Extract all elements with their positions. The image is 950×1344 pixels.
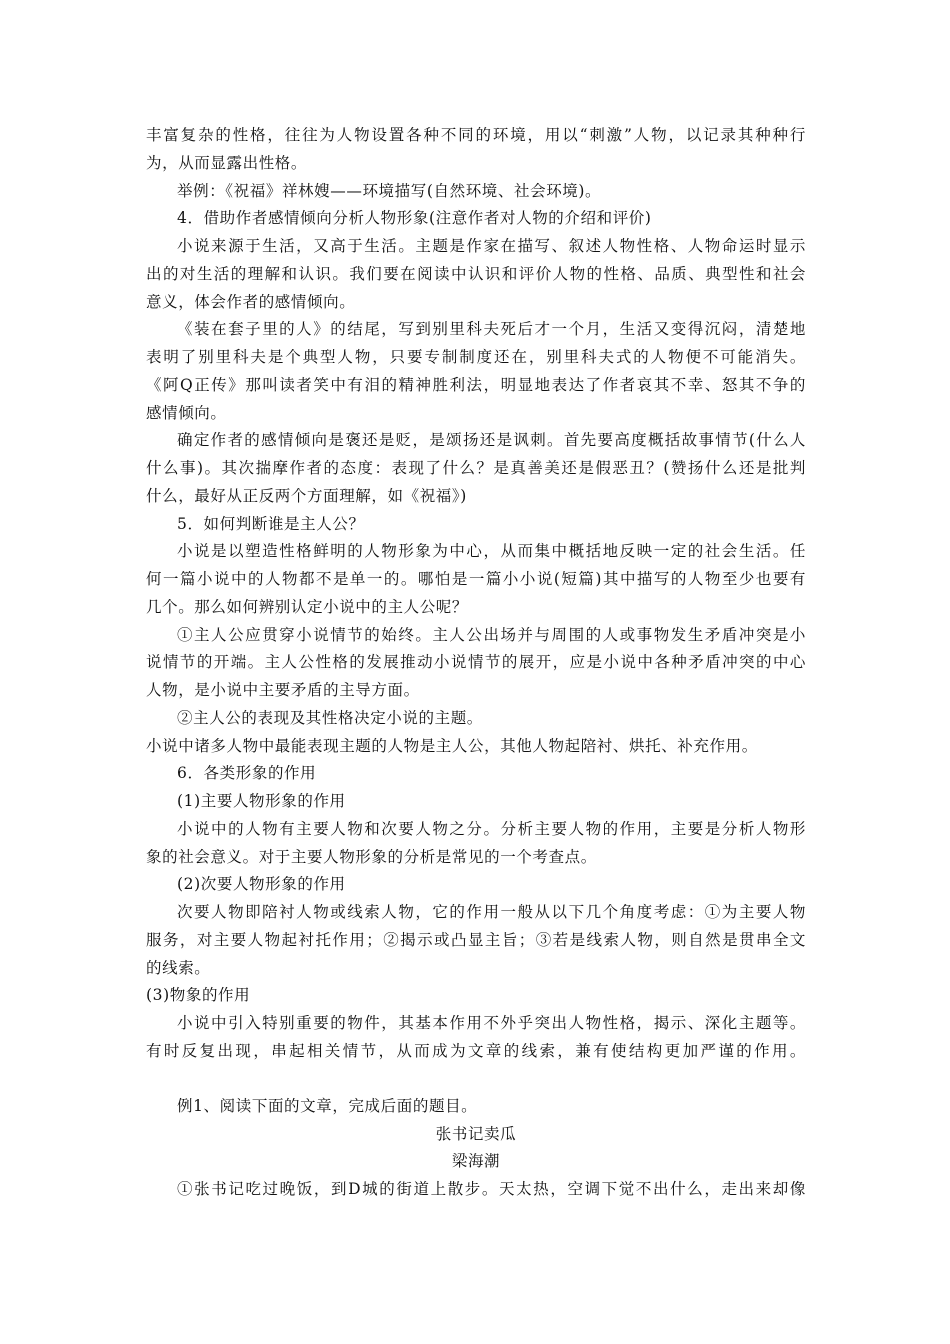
text-line: 象的社会意义。对于主要人物形象的分析是常见的一个考查点。	[146, 848, 597, 866]
text-line: 感情倾向。	[146, 404, 227, 422]
subsection-heading: (3)物象的作用	[146, 986, 251, 1004]
text-line: 什么事)。其次揣摩作者的态度：表现了什么？是真善美还是假恶丑？(赞扬什么还是批判	[146, 459, 806, 477]
text-line: 小说来源于生活，又高于生活。主题是作家在描写、叙述人物性格、人物命运时显示	[177, 237, 806, 255]
text-line: 小说中诸多人物中最能表现主题的人物是主人公，其他人物起陪衬、烘托、补充作用。	[146, 737, 758, 755]
text-line: ②主人公的表现及其性格决定小说的主题。	[177, 709, 483, 727]
text-line: 什么，最好从正反两个方面理解，如《祝福》)	[146, 487, 467, 505]
text-line: 几个。那么如何辨别认定小说中的主人公呢？	[146, 598, 469, 616]
example-heading: 例1、阅读下面的文章，完成后面的题目。	[177, 1097, 478, 1115]
story-author: 梁海潮	[451, 1152, 501, 1170]
section-heading: 5．如何判断谁是主人公？	[177, 515, 365, 533]
text-line: ①张书记吃过晚饭，到D城的街道上散步。天太热，空调下觉不出什么，走出来却像	[177, 1180, 806, 1198]
subsection-heading: (2)次要人物形象的作用	[177, 875, 346, 893]
section-heading: 6．各类形象的作用	[177, 764, 317, 782]
text-line: 举例：《祝福》祥林嫂——环境描写(自然环境、社会环境)。	[177, 182, 602, 200]
text-line: 为，从而显露出性格。	[146, 154, 308, 172]
text-line: 说情节的开端。主人公性格的发展推动小说情节的展开，应是小说中各种矛盾冲突的中心	[146, 653, 806, 671]
text-line: 小说中引入特别重要的物件，其基本作用不外乎突出人物性格，揭示、深化主题等。	[177, 1014, 806, 1032]
text-line: 人物，是小说中主要矛盾的主导方面。	[146, 681, 420, 699]
text-line: 次要人物即陪衬人物或线索人物，它的作用一般从以下几个角度考虑：①为主要人物	[177, 903, 806, 921]
text-line: 确定作者的感情倾向是褒还是贬，是颂扬还是讽刺。首先要高度概括故事情节(什么人	[177, 431, 806, 449]
text-line: ①主人公应贯穿小说情节的始终。主人公出场并与周围的人或事物发生矛盾冲突是小	[177, 626, 806, 644]
text-line: 《阿Q正传》那叫读者笑中有泪的精神胜利法，明显地表达了作者哀其不幸、怒其不争的	[146, 376, 806, 394]
text-line: 表明了别里科夫是个典型人物，只要专制制度还在，别里科夫式的人物便不可能消失。	[146, 348, 806, 366]
text-line: 丰富复杂的性格，往往为人物设置各种不同的环境，用以“刺激”人物，以记录其种种行	[146, 126, 806, 144]
text-line: 《装在套子里的人》的结尾，写到别里科夫死后才一个月，生活又变得沉闷，清楚地	[177, 320, 806, 338]
subsection-heading: (1)主要人物形象的作用	[177, 792, 346, 810]
text-line: 的线索。	[146, 959, 211, 977]
text-line: 有时反复出现，串起相关情节，从而成为文章的线索，兼有使结构更加严谨的作用。	[146, 1042, 806, 1060]
text-line: 小说中的人物有主要人物和次要人物之分。分析主要人物的作用，主要是分析人物形	[177, 820, 806, 838]
section-heading: 4．借助作者感情倾向分析人物形象(注意作者对人物的介绍和评价)	[177, 209, 652, 227]
story-title: 张书记卖瓜	[435, 1125, 517, 1143]
text-line: 出的对生活的理解和认识。我们要在阅读中认识和评价人物的性格、品质、典型性和社会	[146, 265, 806, 283]
text-line: 服务，对主要人物起衬托作用；②揭示或凸显主旨；③若是线索人物，则自然是贯串全文	[146, 931, 806, 949]
text-line: 小说是以塑造性格鲜明的人物形象为中心，从而集中概括地反映一定的社会生活。任	[177, 542, 806, 560]
text-line: 何一篇小说中的人物都不是单一的。哪怕是一篇小小说(短篇)其中描写的人物至少也要有	[146, 570, 806, 588]
text-line: 意义，体会作者的感情倾向。	[146, 293, 356, 311]
